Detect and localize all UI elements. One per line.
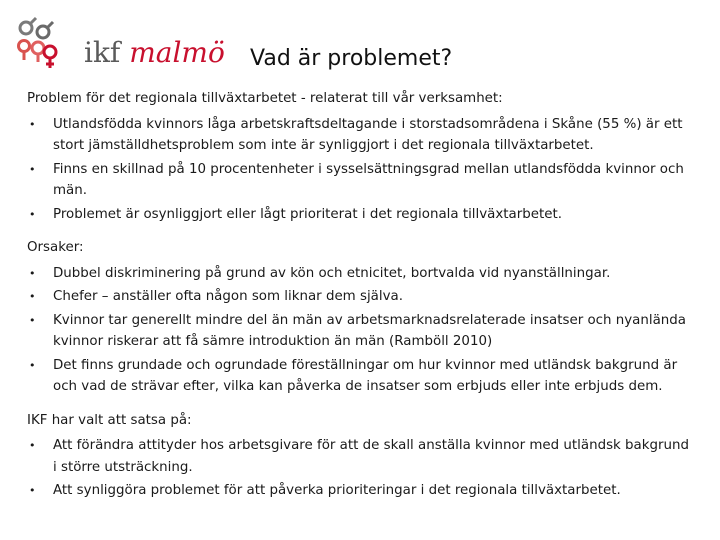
logo-text — [84, 36, 225, 69]
list-item: • Det finns grundade och ogrundade föreställningar om hur kvinnor med utländsk bakgrund är och vad de strävar efter, vilka kan påverka de insatser som erbjuds eller inte erbjuds dem. — [27, 355, 695, 398]
section-problem — [27, 88, 695, 225]
logo-prefix: ikf — [84, 36, 121, 69]
list-item: • Utlandsfödda kvinnors låga arbetskraftsdeltagande i storstadsområdena i Skåne (55 %) är ett stort jämställdhetsproblem som inte är synliggjort i det regionala tillväxtarbetet. — [27, 114, 695, 157]
bullet-list — [27, 114, 695, 226]
ikf-malmo-logo — [12, 14, 225, 74]
content-body — [27, 88, 695, 514]
section-heading: Problem för det regionala tillväxtarbetet - relaterat till vår verksamhet: — [27, 91, 503, 106]
list-item: • Problemet är osynliggjort eller lågt prioriterat i det regionala tillväxtarbetet. — [27, 204, 695, 226]
list-item: • Att förändra attityder hos arbetsgivare för att de skall anställa kvinnor med utländsk bakgrund i större utsträckning. — [27, 435, 695, 478]
list-item: • Dubbel diskriminering på grund av kön och etnicitet, bortvalda vid nyanställningar. — [27, 263, 695, 285]
section-heading: IKF har valt att satsa på: — [27, 412, 192, 428]
list-item: • Chefer – anställer ofta någon som liknar dem själva. — [27, 286, 695, 308]
bullet-list — [27, 263, 695, 398]
bullet-list — [27, 435, 695, 502]
page-title: Vad är problemet? — [250, 46, 453, 71]
list-item: • Kvinnor tar generellt mindre del än män av arbetsmarknadsrelaterade insatser och nyanlända kvinnor riskerar att få sämre introduktion än män (Ramböll 2010) — [27, 310, 695, 353]
list-item: • Att synliggöra problemet för att påverka prioriteringar i det regionala tillväxtarbetet. — [27, 480, 695, 502]
list-item: • Finns en skillnad på 10 procentenheter i sysselsättningsgrad mellan utlandsfödda kvinnor och män. — [27, 159, 695, 202]
gender-symbols-icon — [12, 14, 82, 74]
section-heading: Orsaker: — [27, 240, 84, 255]
section-causes — [27, 237, 695, 398]
section-focus — [27, 410, 695, 502]
logo-brand: malmö — [129, 36, 225, 69]
